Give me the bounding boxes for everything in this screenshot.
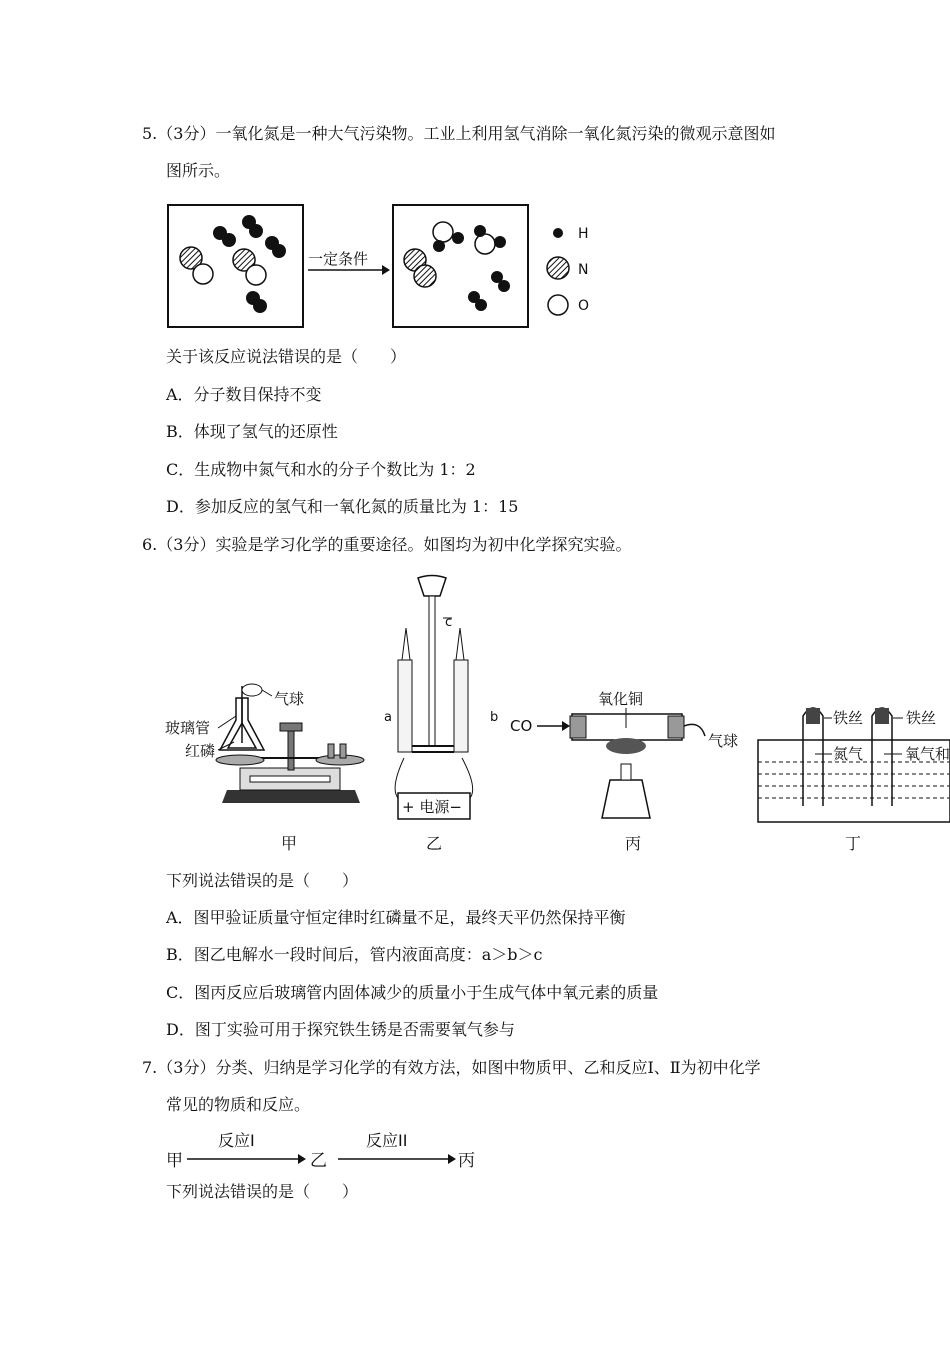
q7-stem-line1: 7.（3分）分类、归纳是学习化学的有效方法，如图中物质甲、乙和反应Ⅰ、Ⅱ为初中化学 xyxy=(142,1058,761,1077)
legend-n: N xyxy=(578,262,589,278)
label-nitrogen: 氮气 xyxy=(833,745,864,763)
fig-yi-electrolysis xyxy=(384,576,498,854)
fig-ding-iron-rust xyxy=(758,708,950,853)
q6-option-a: A．图甲验证质量守恒定律时红磷量不足，最终天平仍然保持平衡 xyxy=(166,908,626,927)
arrow-condition-label: 一定条件 xyxy=(308,250,369,268)
chain-bing: 丙 xyxy=(458,1151,475,1171)
q6-prompt: 下列说法错误的是（ ） xyxy=(166,871,359,890)
q5-prompt: 关于该反应说法错误的是（ ） xyxy=(166,347,407,366)
label-red-phosphorus: 红磷 xyxy=(185,742,216,760)
caption-ding: 丁 xyxy=(845,834,862,853)
chain-reaction-2: 反应II xyxy=(366,1131,408,1150)
chain-jia: 甲 xyxy=(166,1151,183,1171)
fig-bing-co-reduction xyxy=(510,690,738,853)
caption-yi: 乙 xyxy=(426,834,443,853)
legend-h: H xyxy=(578,226,589,242)
label-iron-wire-2: 铁丝 xyxy=(906,709,937,727)
q6-option-b: B．图乙电解水一段时间后，管内液面高度：a＞b＞c xyxy=(166,945,543,964)
caption-bing: 丙 xyxy=(625,834,642,853)
h-atom-icon xyxy=(553,228,563,238)
chain-reaction-1: 反应I xyxy=(218,1131,255,1150)
label-oxygen-mix: 氧气和 xyxy=(905,745,950,763)
q5-option-b: B．体现了氢气的还原性 xyxy=(166,422,338,441)
label-co: CO xyxy=(510,717,533,735)
caption-jia: 甲 xyxy=(281,834,298,853)
q6-experiment-figures xyxy=(160,568,950,858)
label-glass-tube: 玻璃管 xyxy=(165,719,211,737)
legend-o: O xyxy=(578,298,590,314)
label-a: a xyxy=(384,710,392,725)
q5-reaction-diagram xyxy=(160,198,620,334)
chain-yi: 乙 xyxy=(310,1151,327,1171)
q7-reaction-chain xyxy=(160,1124,490,1176)
q5-option-d: D．参加反应的氢气和一氧化氮的质量比为 1：15 xyxy=(166,497,519,516)
q6-option-c: C．图丙反应后玻璃管内固体减少的质量小于生成气体中氧元素的质量 xyxy=(166,983,659,1002)
label-balloon: 气球 xyxy=(274,690,305,708)
o-atom-icon xyxy=(548,295,568,315)
label-copper-oxide: 氧化铜 xyxy=(598,690,644,708)
label-bing-balloon: 气球 xyxy=(708,732,739,750)
q7-stem-line2: 常见的物质和反应。 xyxy=(166,1095,311,1114)
label-power-source: + 电源− xyxy=(402,798,462,816)
label-c: c xyxy=(445,615,453,630)
q5-option-c: C．生成物中氮气和水的分子个数比为 1：2 xyxy=(166,460,476,479)
q5-stem-line1: 5.（3分）一氧化氮是一种大气污染物。工业上利用氢气消除一氧化氮污染的微观示意图如 xyxy=(142,124,776,143)
q5-stem-line2: 图所示。 xyxy=(166,161,231,180)
label-b: b xyxy=(490,710,499,725)
atom-legend xyxy=(547,226,589,315)
n-atom-icon xyxy=(547,257,569,279)
q6-option-d: D．图丁实验可用于探究铁生锈是否需要氧气参与 xyxy=(166,1020,515,1039)
q5-option-a: A．分子数目保持不变 xyxy=(166,385,322,404)
q6-stem: 6.（3分）实验是学习化学的重要途径。如图均为初中化学探究实验。 xyxy=(142,535,632,554)
q7-prompt: 下列说法错误的是（ ） xyxy=(166,1182,359,1201)
fig-jia-balance xyxy=(165,684,364,853)
label-iron-wire-1: 铁丝 xyxy=(833,709,864,727)
